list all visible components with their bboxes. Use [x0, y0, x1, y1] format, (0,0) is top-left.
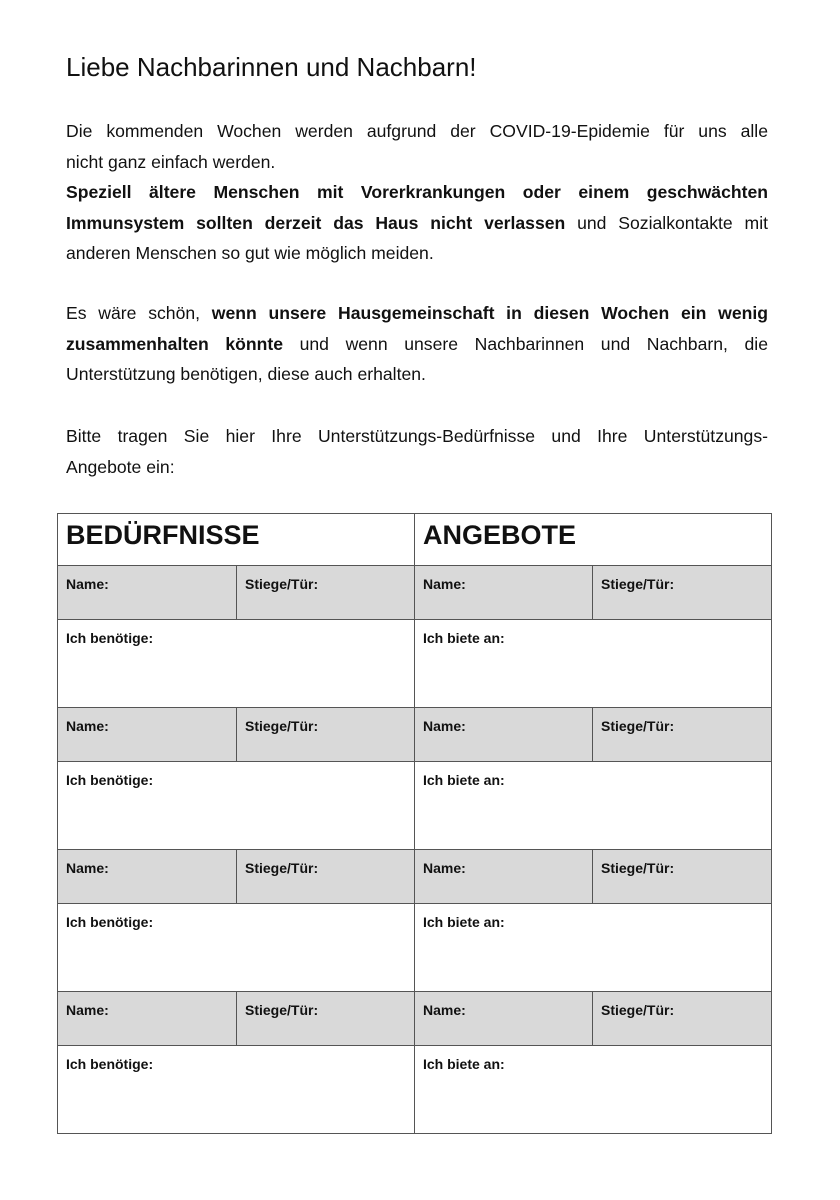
- name-row: [58, 708, 772, 762]
- text-line: [66, 452, 768, 483]
- need-details-field[interactable]: Ich benötige:: [58, 620, 415, 708]
- offer-details-field[interactable]: Ich biete an:: [415, 904, 772, 992]
- offer-door-field[interactable]: Stiege/Tür:: [593, 850, 772, 904]
- text: Es wäre schön,: [66, 303, 212, 323]
- name-row: [58, 850, 772, 904]
- need-details-field[interactable]: Ich benötige:: [58, 904, 415, 992]
- paragraph: [66, 298, 768, 390]
- need-door-field[interactable]: Stiege/Tür:: [237, 566, 415, 620]
- need-name-field[interactable]: Name:: [58, 850, 237, 904]
- details-row: [58, 620, 772, 708]
- text: Unterstützung benötigen, diese auch erhalten.: [66, 364, 426, 384]
- table-header-row: [58, 514, 772, 566]
- support-form-table: [57, 513, 772, 1134]
- offer-name-field[interactable]: Name:: [415, 850, 593, 904]
- text: Bitte tragen Sie hier Ihre Unterstützungs-Bedürfnisse und Ihre Unterstützungs-: [66, 426, 768, 446]
- text-line: [66, 298, 768, 329]
- text-line: [66, 147, 768, 178]
- name-row: [58, 566, 772, 620]
- offer-details-field[interactable]: Ich biete an:: [415, 762, 772, 850]
- need-name-field[interactable]: Name:: [58, 992, 237, 1046]
- text: und wenn unsere Nachbarinnen und Nachbarn, die: [283, 333, 768, 354]
- text: Die kommenden Wochen werden aufgrund der COVID-19-Epidemie für uns alle: [66, 121, 768, 141]
- text-line: [66, 177, 768, 208]
- text-line: [66, 421, 768, 452]
- offer-name-field[interactable]: Name:: [415, 708, 593, 762]
- offer-name-field[interactable]: Name:: [415, 566, 593, 620]
- text: Angebote ein:: [66, 456, 175, 477]
- offer-name-field[interactable]: Name:: [415, 992, 593, 1046]
- offer-details-field[interactable]: Ich biete an:: [415, 620, 772, 708]
- text-line: [66, 238, 768, 269]
- needs-header: BEDÜRFNISSE: [58, 514, 415, 566]
- offer-door-field[interactable]: Stiege/Tür:: [593, 708, 772, 762]
- paragraph: [66, 116, 768, 269]
- need-door-field[interactable]: Stiege/Tür:: [237, 992, 415, 1046]
- text: nicht ganz einfach werden.: [66, 151, 276, 172]
- greeting-title: Liebe Nachbarinnen und Nachbarn!: [66, 52, 477, 82]
- details-row: [58, 1046, 772, 1134]
- need-door-field[interactable]: Stiege/Tür:: [237, 708, 415, 762]
- bold-text: Immunsystem sollten derzeit das Haus nicht verlassen: [66, 212, 566, 233]
- offer-details-field[interactable]: Ich biete an:: [415, 1046, 772, 1134]
- bold-text: zusammenhalten könnte: [66, 333, 284, 354]
- offer-door-field[interactable]: Stiege/Tür:: [593, 992, 772, 1046]
- need-name-field[interactable]: Name:: [58, 566, 237, 620]
- offer-door-field[interactable]: Stiege/Tür:: [593, 566, 772, 620]
- bold-text: wenn unsere Hausgemeinschaft in diesen Wochen ein wenig: [211, 303, 768, 323]
- need-name-field[interactable]: Name:: [58, 708, 237, 762]
- name-row: [58, 992, 772, 1046]
- text: und Sozialkontakte mit: [565, 212, 768, 233]
- details-row: [58, 762, 772, 850]
- text-line: [66, 359, 768, 390]
- text-line: [66, 116, 768, 147]
- details-row: [58, 904, 772, 992]
- text-line: [66, 329, 768, 360]
- need-details-field[interactable]: Ich benötige:: [58, 1046, 415, 1134]
- need-door-field[interactable]: Stiege/Tür:: [237, 850, 415, 904]
- bold-text: Speziell ältere Menschen mit Vorerkrankungen oder einem geschwächten: [66, 182, 768, 202]
- offers-header: ANGEBOTE: [415, 514, 772, 566]
- paragraph: [66, 421, 768, 482]
- text-line: [66, 208, 768, 239]
- text: anderen Menschen so gut wie möglich meiden.: [66, 243, 434, 263]
- need-details-field[interactable]: Ich benötige:: [58, 762, 415, 850]
